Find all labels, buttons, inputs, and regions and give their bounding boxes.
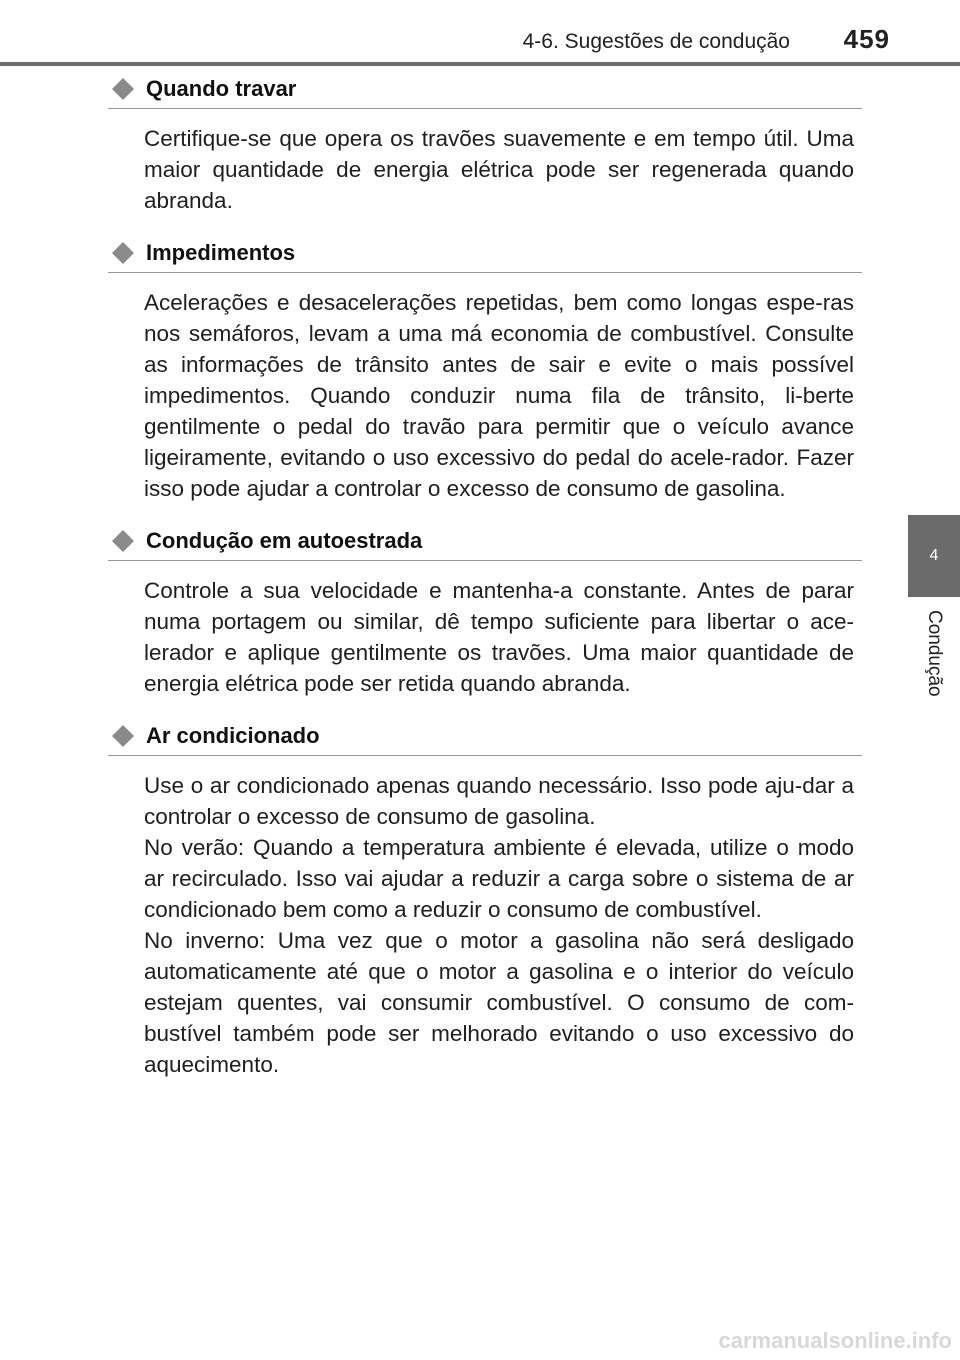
section-title: 4-6. Sugestões de condução [522,30,790,53]
diamond-bullet-icon [112,242,134,264]
section-heading-text: Impedimentos [146,240,296,265]
section-body: Certifique-se que opera os travões suavemente e em tempo útil. Uma maior quantidade de energia elétrica pode ser regenerada quando abranda. [144,126,854,213]
section-heading [108,522,862,561]
page-number: 459 [843,24,890,54]
section-heading-text: Quando travar [146,76,297,101]
section-heading [108,70,862,109]
diamond-bullet-icon [112,78,134,100]
page-content [108,70,862,1080]
section-ar-condicionado [108,717,862,1080]
header-rule [0,62,960,66]
section-conducao-autoestrada [108,522,862,699]
section-quando-travar [108,70,862,216]
section-body: Controle a sua velocidade e mantenha-a constante. Antes de parar numa portagem ou similar, dê tempo suficiente para libertar o ace-lerador e aplique gentilmente os travões. Uma maior quantidade de energia elétrica pode ser retida quando abranda. [144,578,854,696]
chapter-tab: 4 [908,515,960,597]
section-body: Acelerações e desacelerações repetidas, bem como longas espe-ras nos semáforos, levam a uma má economia de combustível. Consulte as informações de trânsito antes de sair e evite o mais possível impedimentos. Quando conduzir numa fila de trânsito, li-berte gentilmente o pedal do travão para permitir que o veículo avance ligeiramente, evitando o uso excessivo do pedal do acele-rador. Fazer isso pode ajudar a controlar o excesso de consumo de gasolina. [144,290,854,501]
page-header [0,0,960,60]
section-impedimentos [108,234,862,504]
section-heading-text: Ar condicionado [146,723,320,748]
diamond-bullet-icon [112,530,134,552]
section-heading [108,234,862,273]
section-body: Use o ar condicionado apenas quando necessário. Isso pode aju-dar a controlar o excesso de consumo de gasolina. No verão: Quando a temperatura ambiente é elevada, utilize o modo ar recirculado. Isso vai ajudar a reduzir a carga sobre o sistema de ar condicionado bem como a reduzir o consumo de combustível. No inverno: Uma vez que o motor a gasolina não será desligado automaticamente até que o motor a gasolina e o interior do veículo estejam quentes, vai consumir combustível. O consumo de com-bustível também pode ser melhorado evitando o uso excessivo do aquecimento. [144,773,854,1077]
section-heading-text: Condução em autoestrada [146,528,423,553]
section-heading [108,717,862,756]
diamond-bullet-icon [112,725,134,747]
chapter-label-text: Condução [924,610,945,697]
watermark: carmanualsonline.info [718,1328,952,1353]
